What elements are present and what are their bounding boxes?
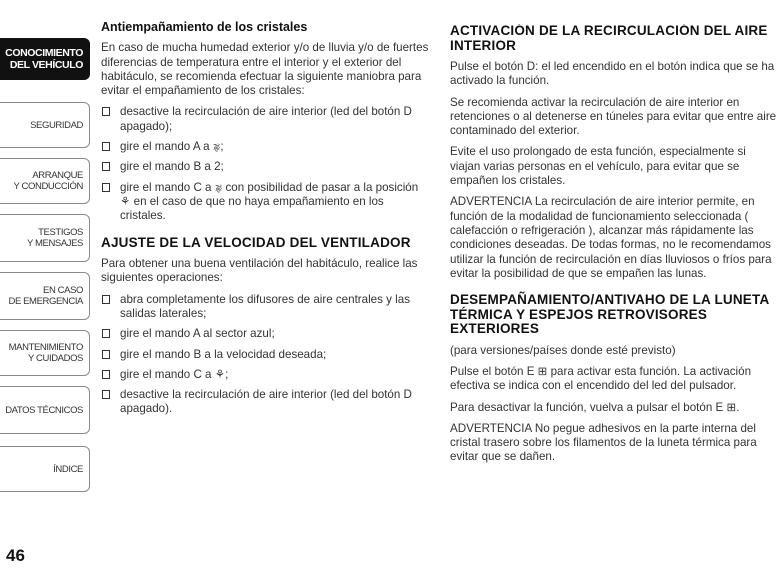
- list-item: [101, 105, 431, 134]
- paragraph: Para desactivar la función, vuelva a pulsar el botón E ⊞.: [450, 400, 740, 414]
- list-item: [101, 388, 431, 417]
- paragraph: Evite el uso prolongado de esta función, especialmente si viajan varias personas en el vehículo, para evitar que se empañen los cristales.: [450, 145, 746, 188]
- list-item-text: gire el mando A al sector azul;: [120, 327, 275, 341]
- checkbox-bullet-icon: [102, 370, 110, 379]
- list-item-text: desactive la recirculación de aire interior (led del botón D apagado).: [120, 388, 412, 416]
- tab-label-line2: Y CONDUCCIÓN: [13, 181, 83, 192]
- paragraph: Pulse el botón D: el led encendido en el botón indica que se ha activado la función.: [450, 60, 775, 88]
- page-number: 46: [6, 546, 25, 565]
- list-item: [101, 181, 431, 224]
- tab-label-line1: MANTENIMIENTO: [8, 342, 83, 353]
- paragraph: En caso de mucha humedad exterior y/o de lluvia y/o de fuertes diferencias de temperatura entre el interior y el exterior del habitáculo, se recomienda efectuar la siguiente maniobra para evitar el empañamiento de los cristales:: [101, 41, 429, 98]
- checkbox-bullet-icon: [102, 390, 110, 399]
- warning-paragraph: ADVERTENCIA La recirculación de aire interior permite, en función de la modalidad de funcionamiento seleccionada ( calefacción o refrigeración ), alcanzar más rápidamente las condiciones deseadas. De todas formas, no le recomendamos utilizar la función de recirculación en días lluviosos o fríos para evitar la posibilidad de que se empañen las lunas.: [450, 195, 772, 280]
- list-item: [101, 293, 431, 322]
- tab-indice[interactable]: [0, 446, 90, 492]
- right-column: [450, 24, 778, 472]
- tab-seguridad[interactable]: [0, 102, 90, 148]
- tab-label-line2: Y MENSAJES: [26, 238, 83, 249]
- checkbox-bullet-icon: [102, 162, 110, 171]
- list-item: [101, 140, 431, 154]
- section-title-antiempanamiento: Antiempañamiento de los cristales: [101, 20, 308, 34]
- warning-paragraph: ADVERTENCIA No pegue adhesivos en la parte interna del cristal trasero sobre los filamentos de la luneta térmica para evitar que se dañen.: [450, 421, 757, 464]
- tab-label-line2: DEL VEHÍCULO: [9, 59, 83, 71]
- tab-en-caso-de-emergencia[interactable]: [0, 272, 90, 320]
- tab-conocimiento-del-vehiculo[interactable]: [0, 38, 90, 80]
- list-item: [101, 368, 431, 382]
- list-item-text: gire el mando C a 🙖 con posibilidad de pasar a la posición ⚘ en el caso de que no haya empañamiento en los cristales.: [120, 180, 419, 223]
- tab-label-line1: ÍNDICE: [53, 463, 83, 475]
- checkbox-bullet-icon: [102, 295, 110, 304]
- tab-label-line1: EN CASO: [43, 285, 83, 296]
- section-title-recirculacion: ACTIVACIÓN DE LA RECIRCULACIÓN DEL AIRE INTERIOR: [450, 24, 768, 53]
- left-column: [101, 20, 431, 423]
- paragraph: Se recomienda activar la recirculación de aire interior en retenciones o al detenerse en túneles para evitar que entre aire contaminado del exterior.: [450, 95, 777, 138]
- list-item-text: abra completamente los difusores de aire centrales y las salidas laterales;: [120, 292, 410, 320]
- checkbox-bullet-icon: [102, 107, 110, 116]
- tab-label-line1: CONOCIMIENTO: [5, 47, 83, 59]
- list-item-text: gire el mando C a ⚘;: [120, 367, 229, 381]
- tab-arranque-y-conduccion[interactable]: [0, 158, 90, 204]
- section-title-desempanamiento: DESEMPAÑAMIENTO/ANTIVAHO DE LA LUNETA TÉRMICA Y ESPEJOS RETROVISORES EXTERIORES: [450, 292, 769, 337]
- paragraph: Para obtener una buena ventilación del habitáculo, realice las siguientes operaciones:: [101, 257, 418, 285]
- list-item-text: desactive la recirculación de aire interior (led del botón D apagado);: [120, 105, 412, 133]
- list-item: [101, 348, 431, 362]
- steps-list: [101, 105, 431, 223]
- tab-datos-tecnicos[interactable]: [0, 386, 90, 434]
- paragraph: Pulse el botón E ⊞ para activar esta función. La activación efectiva se indica con el encendido del led del pulsador.: [450, 364, 752, 393]
- tab-label-line2: Y CUIDADOS: [28, 353, 83, 364]
- tab-label-line1: ARRANQUE: [32, 170, 83, 181]
- availability-note: (para versiones/países donde esté previsto): [450, 343, 676, 357]
- tab-testigos-y-mensajes[interactable]: [0, 214, 90, 262]
- list-item-text: gire el mando A a 🙖;: [120, 140, 224, 154]
- checkbox-bullet-icon: [102, 350, 110, 359]
- steps-list: [101, 293, 431, 417]
- checkbox-bullet-icon: [102, 142, 110, 151]
- tab-label-line1: DATOS TÉCNICOS: [5, 404, 83, 416]
- tab-label-line2: DE EMERGENCIA: [8, 296, 83, 307]
- list-item-text: gire el mando B a 2;: [120, 160, 224, 174]
- chapter-sidebar: [0, 0, 92, 583]
- list-item: [101, 327, 431, 341]
- tab-mantenimiento-y-cuidados[interactable]: [0, 330, 90, 376]
- checkbox-bullet-icon: [102, 329, 110, 338]
- tab-label-line1: SEGURIDAD: [30, 119, 83, 131]
- list-item-text: gire el mando B a la velocidad deseada;: [120, 347, 327, 361]
- section-title-ajuste-ventilador: AJUSTE DE LA VELOCIDAD DEL VENTILADOR: [101, 234, 411, 250]
- checkbox-bullet-icon: [102, 183, 110, 192]
- list-item: [101, 160, 431, 174]
- tab-label-line1: TESTIGOS: [38, 227, 83, 238]
